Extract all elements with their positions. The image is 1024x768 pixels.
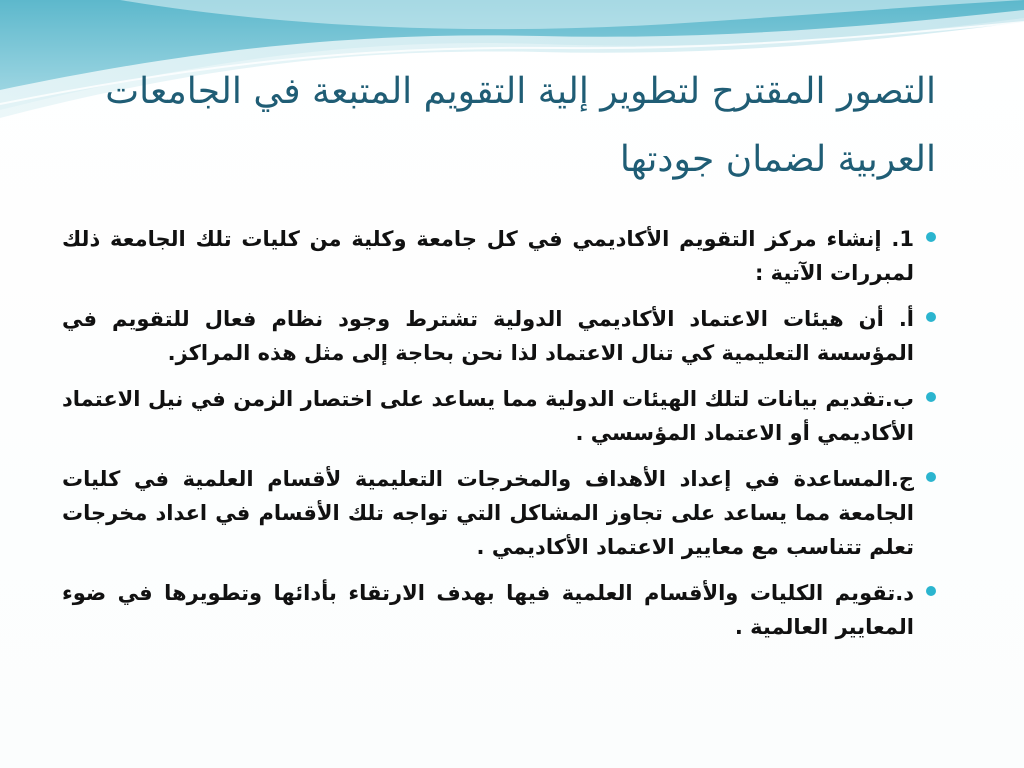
list-item xyxy=(62,302,936,370)
list-item-text: 1. إنشاء مركز التقويم الأكاديمي في كل جامعة وكلية من كليات تلك الجامعة ذلك لمبررات الآتية : xyxy=(62,227,914,285)
slide-title xyxy=(48,58,936,194)
list-item-text: ب.تقديم بيانات لتلك الهيئات الدولية مما يساعد على اختصار الزمن في نيل الاعتماد الأكاديمي أو الاعتماد المؤسسي . xyxy=(62,387,914,445)
list-item xyxy=(62,222,936,290)
list-item-text: أ. أن هيئات الاعتماد الأكاديمي الدولية تشترط وجود نظام فعال للتقويم في المؤسسة التعليمية كي تنال الاعتماد لذا نحن بحاجة إلى مثل هذه المراكز. xyxy=(62,307,914,365)
bullet-dot-icon xyxy=(926,232,936,242)
list-item xyxy=(62,576,936,644)
list-item xyxy=(62,462,936,564)
bullet-dot-icon xyxy=(926,392,936,402)
title-line-1: التصور المقترح لتطوير إلية التقويم المتبعة في الجامعات xyxy=(105,71,936,112)
bullet-dot-icon xyxy=(926,312,936,322)
bullet-dot-icon xyxy=(926,472,936,482)
title-line-2: العربية لضمان جودتها xyxy=(619,139,936,180)
bullet-dot-icon xyxy=(926,586,936,596)
list-item-text: ج.المساعدة في إعداد الأهداف والمخرجات التعليمية لأقسام العلمية في كليات الجامعة مما يساعد على تجاوز المشاكل التي تواجه تلك الأقسام في اعداد مخرجات تعلم تتناسب مع معايير الاعتماد الأكاديمي . xyxy=(62,467,914,559)
list-item xyxy=(62,382,936,450)
list-item-text: د.تقويم الكليات والأقسام العلمية فيها بهدف الارتقاء بأدائها وتطويرها في ضوء المعايير العالمية . xyxy=(62,581,914,639)
bullet-list xyxy=(62,222,936,656)
